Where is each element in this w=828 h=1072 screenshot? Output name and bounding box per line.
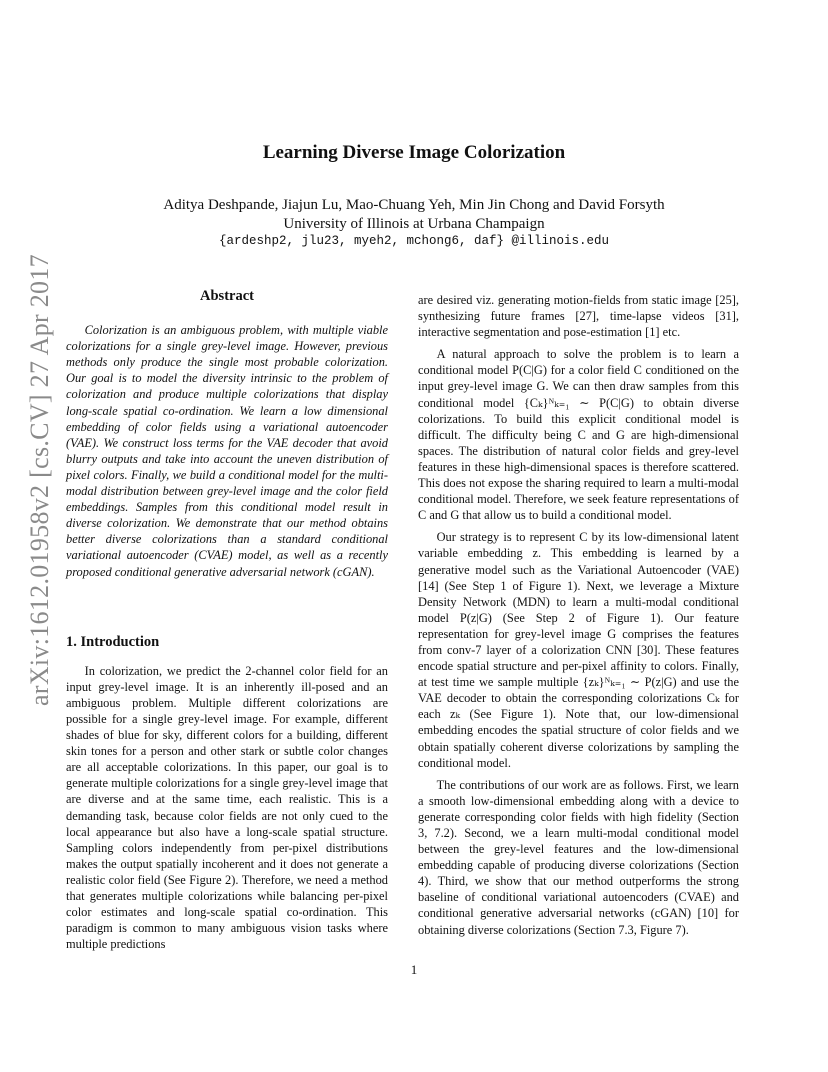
introduction-heading: 1. Introduction bbox=[66, 633, 160, 650]
right-paragraph-1: are desired viz. generating motion-fields from static image [25], synthesizing future frames [27], time-lapse videos [31], interactive segmentation and pose-estimation [1] etc. bbox=[418, 293, 739, 340]
introduction-paragraph: In colorization, we predict the 2-channel color field for an input grey-level image. It is an inherently ill-posed and an ambiguous problem. Multiple different colorizations are possible for a single grey-level image. For example, different shades of blue for sky, different colors for a building, different skin tones for a person and other stark or subtle color changes are all acceptable colorizations. In this paper, our goal is to generate multiple colorizations for a single grey-level image that are diverse and at the same time, each realistic. This is a demanding task, because color fields are not only cued to the local appearance but also have a long-scale spatial structure. Sampling colors independently from per-pixel distributions makes the output spatially incoherent and it does not generate a realistic color field (See Figure 2). Therefore, we need a method that generates multiple colorizations while balancing per-pixel color estimates and long-scale spatial co-ordination. This paradigm is common to many ambiguous vision tasks where multiple predictions bbox=[66, 663, 388, 952]
abstract-heading: Abstract bbox=[200, 288, 254, 304]
author-emails: {ardeshp2, jlu23, myeh2, mchong6, daf} @illinois.edu bbox=[218, 234, 610, 248]
paper-title: Learning Diverse Image Colorization bbox=[262, 142, 566, 163]
left-column bbox=[66, 288, 388, 952]
right-paragraph-4: The contributions of our work are as follows. First, we learn a smooth low-dimensional embedding along with a device to generate corresponding color fields with high fidelity (Section 3, 7.2). Second, we a learn multi-modal conditional model between the grey-level features and the low-dimensional embedding capable of producing diverse colorizations (Section 4). Third, we show that our method outperforms the strong baseline of conditional variational autoencoders (CVAE) and conditional generative adversarial networks (cGAN) [10] for obtaining diverse colorizations (Section 7.3, Figure 7). bbox=[418, 777, 739, 937]
abstract-paragraph: Colorization is an ambiguous problem, with multiple viable colorizations for a single grey-level image. However, previous methods only produce the single most probable colorization. Our goal is to model the diversity intrinsic to the problem of colorization and produce multiple colorizations that display long-scale spatial co-ordination. We learn a low dimensional embedding of color fields using a variational autoencoder (VAE). We construct loss terms for the VAE decoder that avoid blurry outputs and take into account the uneven distribution of pixel colors. Finally, we build a conditional model for the multi-modal distribution between grey-level image and the color field embeddings. Samples from this conditional model result in diverse colorization. We demonstrate that our method obtains better diverse colorizations than a standard conditional variational autoencoder (CVAE) model, as well as a recently proposed conditional generative adversarial network (cGAN). bbox=[66, 323, 388, 579]
right-column bbox=[418, 292, 739, 938]
right-paragraph-2: A natural approach to solve the problem is to learn a conditional model P(C|G) for a color field C conditioned on the input grey-level image G. We can then draw samples from this conditional model {Cₖ}ᴺₖ₌₁ ∼ P(C|G) to obtain diverse colorizations. To build this explicit conditional model is difficult. The difficulty being C and G are high-dimensional spaces. The distribution of natural color fields and grey-level features in these high-dimensional spaces is therefore scattered. This does not expose the sharing required to learn a multi-modal conditional model. Therefore, we seek feature representations of C and G that allow us to build a conditional model. bbox=[418, 347, 739, 523]
author-block bbox=[0, 196, 828, 234]
right-paragraph-3: Our strategy is to represent C by its low-dimensional latent variable embedding z. This embedding is learned by a generative model such as the Variational Autoencoder (VAE) [14] (See Step 1 of Figure 1). Next, we leverage a Mixture Density Network (MDN) to learn a multi-modal conditional model P(z|G) (See Step 2 of Figure 1). Our feature representation for grey-level image G comprises the features from conv-7 layer of a colorization CNN [30]. These features encode spatial structure and per-pixel affinity to colors. Finally, at test time we sample multiple {zₖ}ᴺₖ₌₁ ∼ P(z|G) and use the VAE decoder to obtain the corresponding colorizations Cₖ for each zₖ (See Figure 1). Note that, our low-dimensional embedding encodes the spatial structure of color fields and we obtain spatially coherent diverse colorizations by sampling the conditional model. bbox=[418, 530, 739, 770]
arxiv-identifier-text: arXiv:1612.01958v2 [cs.CV] 27 Apr 2017 bbox=[25, 254, 55, 706]
author-names: Aditya Deshpande, Jiajun Lu, Mao-Chuang Yeh, Min Jin Chong and David Forsyth bbox=[163, 197, 665, 213]
page-number: 1 bbox=[410, 962, 418, 977]
author-affiliation: University of Illinois at Urbana Champaign bbox=[283, 216, 545, 232]
arxiv-identifier-stamp bbox=[20, 254, 60, 706]
